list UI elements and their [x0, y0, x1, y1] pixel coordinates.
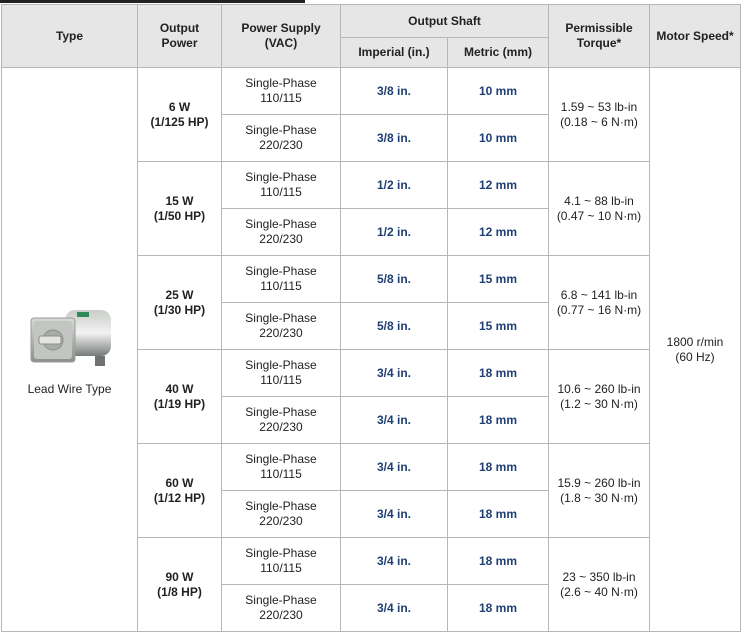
- metric-shaft-cell-line: 18 mm: [478, 459, 518, 474]
- output-power-cell-line: 6 W: [168, 99, 191, 114]
- power-supply-cell-line: 220/230: [259, 232, 303, 246]
- imperial-shaft-cell: [341, 538, 448, 585]
- power-supply-cell-line: Single-Phase: [245, 358, 317, 372]
- power-supply-cell: [222, 350, 341, 397]
- imperial-shaft-cell-line: 1/2 in.: [376, 224, 411, 239]
- metric-shaft-cell: [448, 303, 549, 350]
- imperial-shaft-cell-line: 1/2 in.: [376, 177, 411, 192]
- imperial-shaft-cell-line: 3/4 in.: [376, 506, 411, 521]
- imperial-shaft-cell: [341, 256, 448, 303]
- torque-cell-line: (0.77 ~ 16 N·m): [556, 302, 642, 317]
- power-supply-cell-line: 110/115: [260, 185, 302, 199]
- power-supply-cell: [222, 303, 341, 350]
- output-power-cell-line: 25 W: [165, 287, 194, 302]
- imperial-shaft-cell: [341, 303, 448, 350]
- output-power-cell: [138, 444, 222, 538]
- imperial-shaft-cell: [341, 162, 448, 209]
- header-type: Type: [2, 5, 138, 68]
- metric-shaft-cell-line: 18 mm: [478, 600, 518, 615]
- metric-shaft-cell-line: 15 mm: [478, 271, 518, 286]
- power-supply-cell-line: 220/230: [259, 420, 303, 434]
- imperial-shaft-cell: [341, 585, 448, 632]
- metric-shaft-cell-line: 18 mm: [478, 365, 518, 380]
- metric-shaft-cell-line: 10 mm: [478, 83, 518, 98]
- power-supply-cell: [222, 444, 341, 491]
- table-row: [2, 68, 741, 115]
- power-supply-cell: [222, 585, 341, 632]
- imperial-shaft-cell-line: 3/8 in.: [376, 83, 411, 98]
- power-supply-cell-line: Single-Phase: [245, 170, 317, 184]
- metric-shaft-cell-line: 18 mm: [478, 412, 518, 427]
- power-supply-cell: [222, 397, 341, 444]
- torque-cell-line: 4.1 ~ 88 lb-in: [564, 193, 634, 208]
- power-supply-cell-line: 110/115: [260, 91, 302, 105]
- torque-cell: [549, 162, 650, 256]
- type-cell: [2, 68, 138, 632]
- output-power-cell: [138, 256, 222, 350]
- output-power-cell: [138, 350, 222, 444]
- imperial-shaft-cell-line: 5/8 in.: [376, 318, 411, 333]
- output-power-cell-line: (1/12 HP): [153, 490, 206, 505]
- power-supply-cell: [222, 115, 341, 162]
- metric-shaft-cell-line: 10 mm: [478, 130, 518, 145]
- metric-shaft-cell: [448, 115, 549, 162]
- output-power-cell-line: (1/50 HP): [153, 208, 206, 223]
- speed-cell: [650, 68, 741, 632]
- metric-shaft-cell-line: 18 mm: [478, 553, 518, 568]
- output-power-cell: [138, 162, 222, 256]
- metric-shaft-cell-line: 12 mm: [478, 224, 518, 239]
- header-torque: Permissible Torque*: [549, 5, 650, 68]
- motor-spec-table: [1, 4, 741, 632]
- imperial-shaft-cell: [341, 350, 448, 397]
- torque-cell: [549, 538, 650, 632]
- imperial-shaft-cell: [341, 491, 448, 538]
- output-power-cell-line: 15 W: [165, 193, 194, 208]
- imperial-shaft-cell-line: 3/4 in.: [376, 412, 411, 427]
- output-power-cell-line: (1/19 HP): [153, 396, 206, 411]
- metric-shaft-cell: [448, 162, 549, 209]
- output-power-cell-line: (1/30 HP): [153, 302, 206, 317]
- header-power-supply: Power Supply (VAC): [222, 5, 341, 68]
- speed-cell-line: 1800 r/min: [666, 334, 724, 349]
- header-metric: Metric (mm): [448, 38, 549, 68]
- torque-cell: [549, 256, 650, 350]
- imperial-shaft-cell-line: 3/4 in.: [376, 600, 411, 615]
- header-row: [2, 5, 741, 38]
- power-supply-cell-line: 110/115: [260, 373, 302, 387]
- power-supply-cell-line: Single-Phase: [245, 593, 317, 607]
- imperial-shaft-cell: [341, 397, 448, 444]
- imperial-shaft-cell-line: 3/4 in.: [376, 365, 411, 380]
- torque-cell-line: (0.18 ~ 6 N·m): [560, 114, 638, 129]
- output-power-cell-line: (1/125 HP): [150, 114, 209, 129]
- torque-cell-line: 23 ~ 350 lb-in: [562, 569, 636, 584]
- power-supply-cell-line: Single-Phase: [245, 452, 317, 466]
- header-speed: Motor Speed*: [650, 5, 741, 68]
- torque-cell-line: (1.2 ~ 30 N·m): [560, 396, 638, 411]
- metric-shaft-cell: [448, 444, 549, 491]
- imperial-shaft-cell-line: 5/8 in.: [376, 271, 411, 286]
- metric-shaft-cell: [448, 585, 549, 632]
- output-power-cell-line: 60 W: [165, 475, 194, 490]
- torque-cell-line: 15.9 ~ 260 lb-in: [557, 475, 641, 490]
- output-power-cell: [138, 68, 222, 162]
- type-label: Lead Wire Type: [27, 382, 112, 396]
- power-supply-cell-line: Single-Phase: [245, 217, 317, 231]
- metric-shaft-cell: [448, 350, 549, 397]
- metric-shaft-cell: [448, 256, 549, 303]
- torque-cell-line: 10.6 ~ 260 lb-in: [557, 381, 641, 396]
- torque-cell-line: (0.47 ~ 10 N·m): [556, 208, 642, 223]
- torque-cell-line: 6.8 ~ 141 lb-in: [560, 287, 638, 302]
- power-supply-cell-line: 220/230: [259, 608, 303, 622]
- torque-cell-line: (1.8 ~ 30 N·m): [560, 490, 638, 505]
- output-power-cell-line: 90 W: [165, 569, 194, 584]
- imperial-shaft-cell: [341, 68, 448, 115]
- power-supply-cell: [222, 256, 341, 303]
- power-supply-cell-line: 220/230: [259, 514, 303, 528]
- output-power-cell-line: 40 W: [165, 381, 194, 396]
- power-supply-cell: [222, 491, 341, 538]
- top-divider: [0, 0, 305, 3]
- imperial-shaft-cell: [341, 115, 448, 162]
- power-supply-cell-line: Single-Phase: [245, 546, 317, 560]
- power-supply-cell-line: 110/115: [260, 279, 302, 293]
- torque-cell-line: (2.6 ~ 40 N·m): [560, 584, 638, 599]
- power-supply-cell: [222, 68, 341, 115]
- power-supply-cell: [222, 209, 341, 256]
- imperial-shaft-cell: [341, 444, 448, 491]
- header-output-shaft: Output Shaft: [341, 5, 549, 38]
- metric-shaft-cell: [448, 491, 549, 538]
- metric-shaft-cell-line: 12 mm: [478, 177, 518, 192]
- metric-shaft-cell: [448, 209, 549, 256]
- power-supply-cell-line: Single-Phase: [245, 499, 317, 513]
- power-supply-cell: [222, 538, 341, 585]
- power-supply-cell-line: Single-Phase: [245, 123, 317, 137]
- power-supply-cell-line: 110/115: [260, 467, 302, 481]
- metric-shaft-cell: [448, 538, 549, 585]
- power-supply-cell-line: Single-Phase: [245, 405, 317, 419]
- power-supply-cell: [222, 162, 341, 209]
- imperial-shaft-cell-line: 3/8 in.: [376, 130, 411, 145]
- power-supply-cell-line: 110/115: [260, 561, 302, 575]
- torque-cell: [549, 68, 650, 162]
- imperial-shaft-cell-line: 3/4 in.: [376, 459, 411, 474]
- metric-shaft-cell-line: 15 mm: [478, 318, 518, 333]
- output-power-cell-line: (1/8 HP): [157, 584, 202, 599]
- power-supply-cell-line: Single-Phase: [245, 311, 317, 325]
- speed-cell-line: (60 Hz): [675, 349, 715, 364]
- gear-motor-image: [25, 302, 115, 374]
- imperial-shaft-cell-line: 3/4 in.: [376, 553, 411, 568]
- metric-shaft-cell: [448, 397, 549, 444]
- power-supply-cell-line: 220/230: [259, 138, 303, 152]
- power-supply-cell-line: Single-Phase: [245, 264, 317, 278]
- header-output-power: Output Power: [138, 5, 222, 68]
- torque-cell: [549, 350, 650, 444]
- header-imperial: Imperial (in.): [341, 38, 448, 68]
- metric-shaft-cell: [448, 68, 549, 115]
- torque-cell: [549, 444, 650, 538]
- torque-cell-line: 1.59 ~ 53 lb-in: [560, 99, 638, 114]
- imperial-shaft-cell: [341, 209, 448, 256]
- metric-shaft-cell-line: 18 mm: [478, 506, 518, 521]
- power-supply-cell-line: 220/230: [259, 326, 303, 340]
- power-supply-cell-line: Single-Phase: [245, 76, 317, 90]
- output-power-cell: [138, 538, 222, 632]
